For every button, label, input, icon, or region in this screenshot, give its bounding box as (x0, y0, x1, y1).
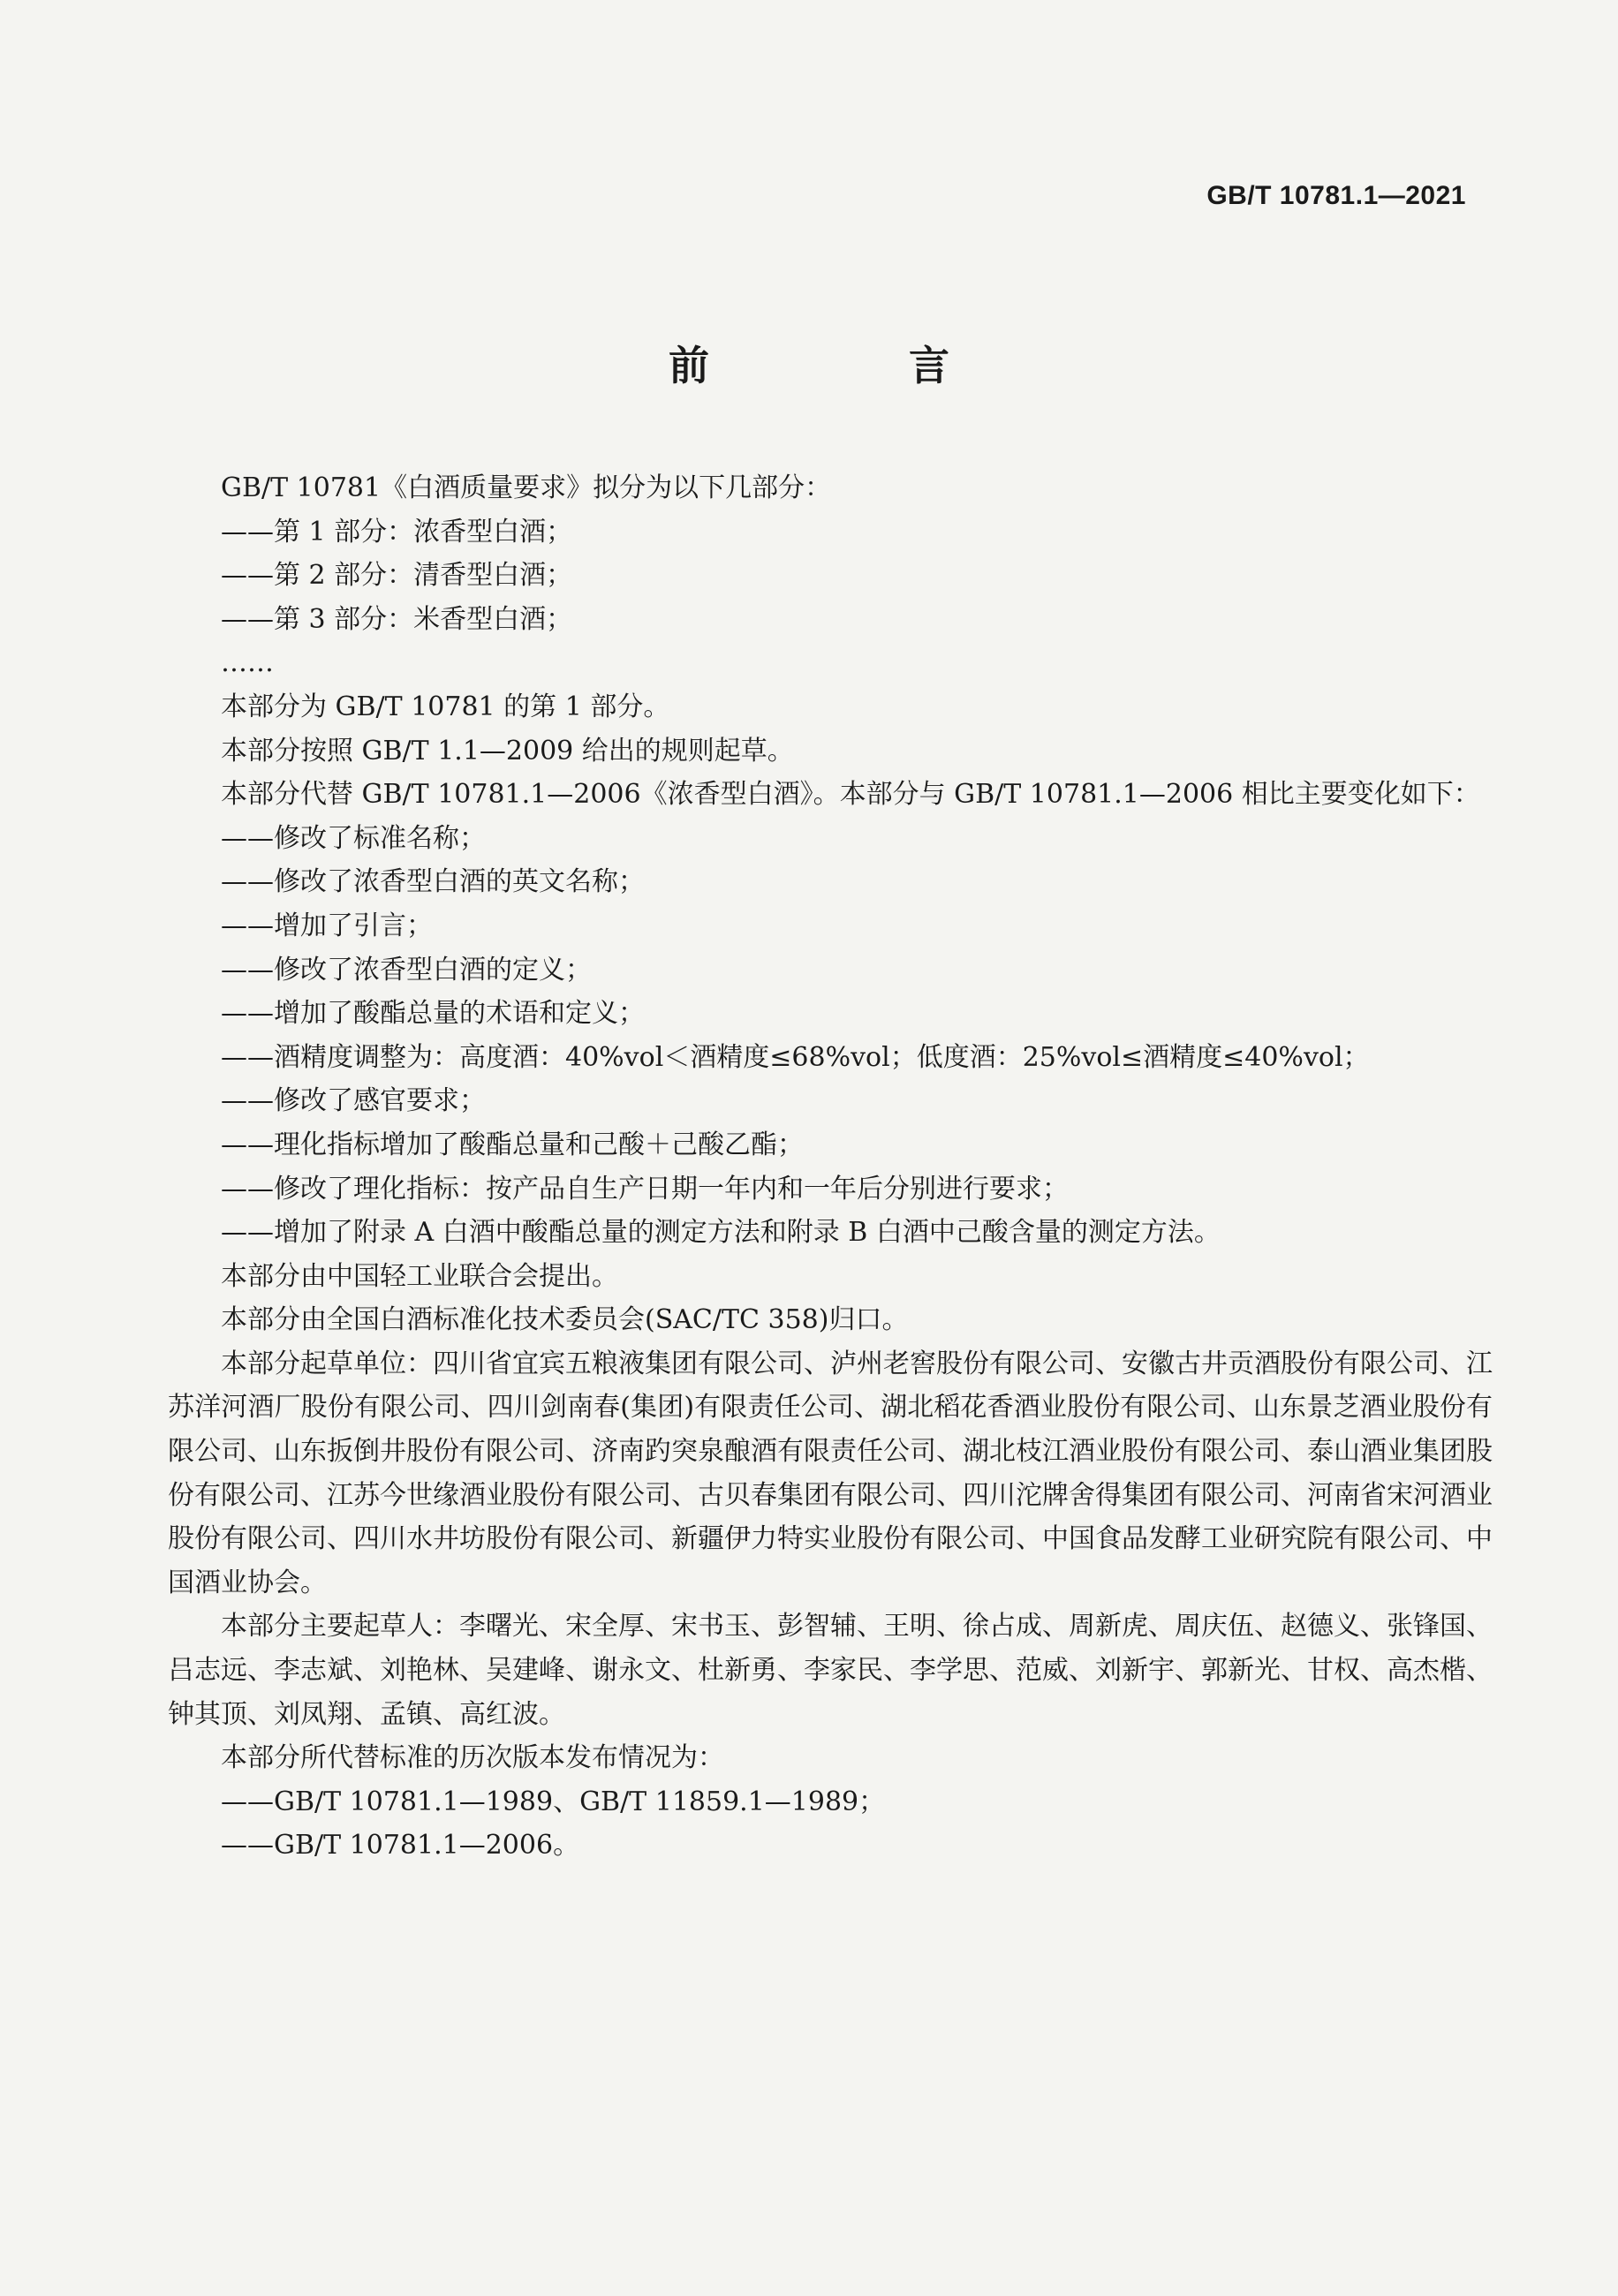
page-title: 前 言 (669, 342, 1029, 389)
change-item: ——增加了酸酯总量的术语和定义； (221, 998, 645, 1030)
drafters-paragraph: 本部分主要起草人：李曙光、宋全厚、宋书玉、彭智辅、王明、徐占成、周新虎、周庆伍、赵德义、张锋国、吕志远、李志斌、刘艳林、吴建峰、谢永文、杜新勇、李家民、李学思、范威、刘新宇、郭新光、甘权、高杰楷、钟其顶、刘凤翔、孟镇、高红波。 (168, 1611, 1493, 1730)
history-item: ——GB/T 10781.1—2006。 (221, 1830, 580, 1862)
change-item: ——修改了感官要求； (221, 1085, 486, 1117)
change-item: ——修改了浓香型白酒的定义； (221, 954, 592, 986)
history-item: ——GB/T 10781.1—1989、GB/T 11859.1—1989； (221, 1786, 886, 1817)
centralized-by-paragraph: 本部分由全国白酒标准化技术委员会(SAC/TC 358)归口。 (221, 1304, 909, 1336)
ellipsis: …… (221, 647, 274, 679)
replaces-paragraph: 本部分代替 GB/T 10781.1—2006《浓香型白酒》。本部分与 GB/T 10781.1—2006 相比主要变化如下： (221, 779, 1480, 811)
change-item: ——酒精度调整为：高度酒：40%vol＜酒精度≤68%vol；低度酒：25%vol≤酒精度≤40%vol； (221, 1041, 1370, 1073)
intro-paragraph: GB/T 10781《白酒质量要求》拟分为以下几部分： (221, 472, 832, 503)
change-item: ——增加了引言； (221, 910, 433, 941)
part-item: ——第 3 部分：米香型白酒； (221, 603, 573, 635)
change-item: ——增加了附录 A 白酒中酸酯总量的测定方法和附录 B 白酒中己酸含量的测定方法。 (221, 1217, 1221, 1249)
part-item: ——第 1 部分：浓香型白酒； (221, 516, 573, 548)
standard-code: GB/T 10781.1—2021 (1206, 181, 1466, 210)
this-part-paragraph: 本部分为 GB/T 10781 的第 1 部分。 (221, 691, 670, 722)
history-intro-paragraph: 本部分所代替标准的历次版本发布情况为： (221, 1742, 724, 1774)
drafting-units-paragraph: 本部分起草单位：四川省宜宾五粮液集团有限公司、泸州老窖股份有限公司、安徽古井贡酒股份有限公司、江苏洋河酒厂股份有限公司、四川剑南春(集团)有限责任公司、湖北稻花香酒业股份有限公司、山东景芝酒业股份有限公司、山东扳倒井股份有限公司、济南趵突泉酿酒有限责任公司、湖北枝江酒业股份有限公司、泰山酒业集团股份有限公司、江苏今世缘酒业股份有限公司、古贝春集团有限公司、四川沱牌舍得集团有限公司、河南省宋河酒业股份有限公司、四川水井坊股份有限公司、新疆伊力特实业股份有限公司、中国食品发酵工业研究院有限公司、中国酒业协会。 (168, 1348, 1493, 1598)
preface-body (168, 466, 1493, 1868)
change-item: ——修改了浓香型白酒的英文名称； (221, 866, 645, 898)
drafting-rules-paragraph: 本部分按照 GB/T 1.1—2009 给出的规则起草。 (221, 735, 794, 767)
change-item: ——理化指标增加了酸酯总量和己酸＋己酸乙酯； (221, 1129, 804, 1160)
change-item: ——修改了理化指标：按产品自生产日期一年内和一年后分别进行要求； (221, 1173, 1069, 1205)
proposed-by-paragraph: 本部分由中国轻工业联合会提出。 (221, 1260, 618, 1292)
change-item: ——修改了标准名称； (221, 822, 486, 854)
part-item: ——第 2 部分：清香型白酒； (221, 560, 573, 592)
